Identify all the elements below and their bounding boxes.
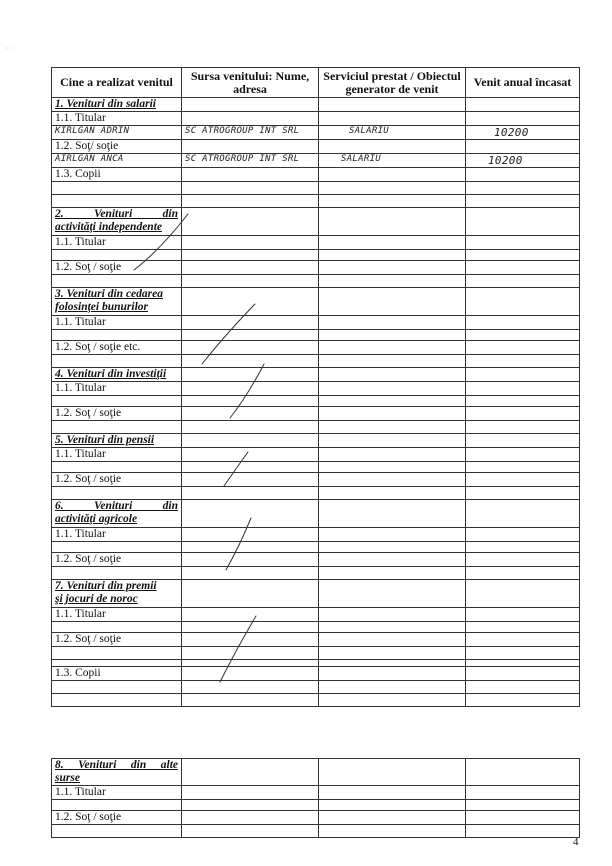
table-row [52, 647, 580, 660]
handwritten-income: 10200 [466, 154, 580, 168]
handwritten-name: AIRLGAN ANCA [52, 154, 182, 168]
section-title: 5. Venituri din pensii [52, 434, 182, 448]
section-3-title-row [52, 288, 580, 316]
table-row [52, 694, 580, 707]
row-label: 1.1. Titular [52, 608, 182, 622]
table-row [52, 195, 580, 208]
row-label: 1.2. Soţ / soţie [52, 811, 182, 825]
table-row [52, 660, 580, 667]
table-row [52, 341, 580, 355]
header-income: Venit anual încasat [466, 68, 580, 98]
section-title: 3. Venituri din cedarea folosinţei bunurilor [52, 288, 182, 316]
handwritten-income: 10200 [466, 126, 580, 140]
header-source: Sursa venitului: Nume, adresa [182, 68, 319, 98]
row-label: 1.1. Titular [52, 316, 182, 330]
section-8-title-row [52, 759, 580, 786]
section-title: 7. Venituri din premii şi jocuri de noroc [52, 580, 182, 608]
table-row [52, 126, 580, 140]
table-row [52, 825, 580, 838]
row-label: 1.3. Copii [52, 667, 182, 681]
table-row [52, 567, 580, 580]
table-row [52, 528, 580, 542]
row-label: 1.1. Titular [52, 786, 182, 800]
header-service: Serviciul prestat / Obiectul generator de venit [319, 68, 466, 98]
table-row [52, 382, 580, 396]
handwritten-service: SALARIU [319, 154, 466, 168]
page-number: 4 [573, 836, 579, 848]
table-row [52, 448, 580, 462]
section-title: 8. Venituri din alte surse [52, 759, 182, 786]
table-row [52, 462, 580, 473]
section-title: 4. Venituri din investiţii [52, 368, 182, 382]
handwritten-name: KIRLGAN ADRIN [52, 126, 182, 140]
row-label: 1.1. Titular [52, 528, 182, 542]
income-table [51, 67, 580, 707]
handwritten-source: SC ATROGROUP INT SRL [182, 154, 319, 168]
table-row [52, 168, 580, 182]
header-row [52, 68, 580, 98]
row-label: 1.2. Soţ / soţie [52, 407, 182, 421]
row-label: 1.3. Copii [52, 168, 182, 182]
table-row [52, 330, 580, 341]
other-income-table [51, 758, 580, 838]
row-label: 1.2. Soţ / soţie [52, 553, 182, 567]
table-row [52, 473, 580, 487]
section-6-title-row [52, 500, 580, 528]
handwritten-service: SALARIU [319, 126, 466, 140]
handwritten-source: SC ATROGROUP INT SRL [182, 126, 319, 140]
table-row [52, 407, 580, 421]
scan-artifact: · · [5, 44, 15, 53]
section-2-title-row [52, 208, 580, 236]
header-who: Cine a realizat venitul [52, 68, 182, 98]
table-row [52, 355, 580, 368]
table-row [52, 811, 580, 825]
table-row [52, 250, 580, 261]
section-1-title-row [52, 98, 580, 112]
table-row [52, 112, 580, 126]
table-row [52, 667, 580, 681]
table-row [52, 542, 580, 553]
row-label: 1.2. Soţ / soţie [52, 261, 182, 275]
table-row [52, 608, 580, 622]
table-row [52, 553, 580, 567]
section-4-title-row [52, 368, 580, 382]
row-label: 1.1. Titular [52, 236, 182, 250]
row-label: 1.2. Soţ / soţie etc. [52, 341, 182, 355]
table-row [52, 487, 580, 500]
table-row [52, 316, 580, 330]
table-row [52, 622, 580, 633]
table-row [52, 154, 580, 168]
section-title: 2. Venituri din activităţi independente [52, 208, 182, 236]
table-row [52, 786, 580, 800]
row-label: 1.2. Soţ/ soţie [52, 140, 182, 154]
row-label: 1.1. Titular [52, 382, 182, 396]
section-title: 1. Venituri din salarii [52, 98, 182, 112]
row-label: 1.1. Titular [52, 112, 182, 126]
table-row [52, 421, 580, 434]
table-row [52, 236, 580, 250]
row-label: 1.1. Titular [52, 448, 182, 462]
row-label: 1.2. Soţ / soţie [52, 633, 182, 647]
table-row [52, 275, 580, 288]
table-row [52, 396, 580, 407]
table-row [52, 182, 580, 195]
section-7-title-row [52, 580, 580, 608]
table-row [52, 633, 580, 647]
table-row [52, 140, 580, 154]
row-label: 1.2. Soţ / soţie [52, 473, 182, 487]
section-5-title-row [52, 434, 580, 448]
table-row [52, 261, 580, 275]
table-row [52, 800, 580, 811]
table-row [52, 681, 580, 694]
section-title: 6. Venituri din activităţi agricole [52, 500, 182, 528]
